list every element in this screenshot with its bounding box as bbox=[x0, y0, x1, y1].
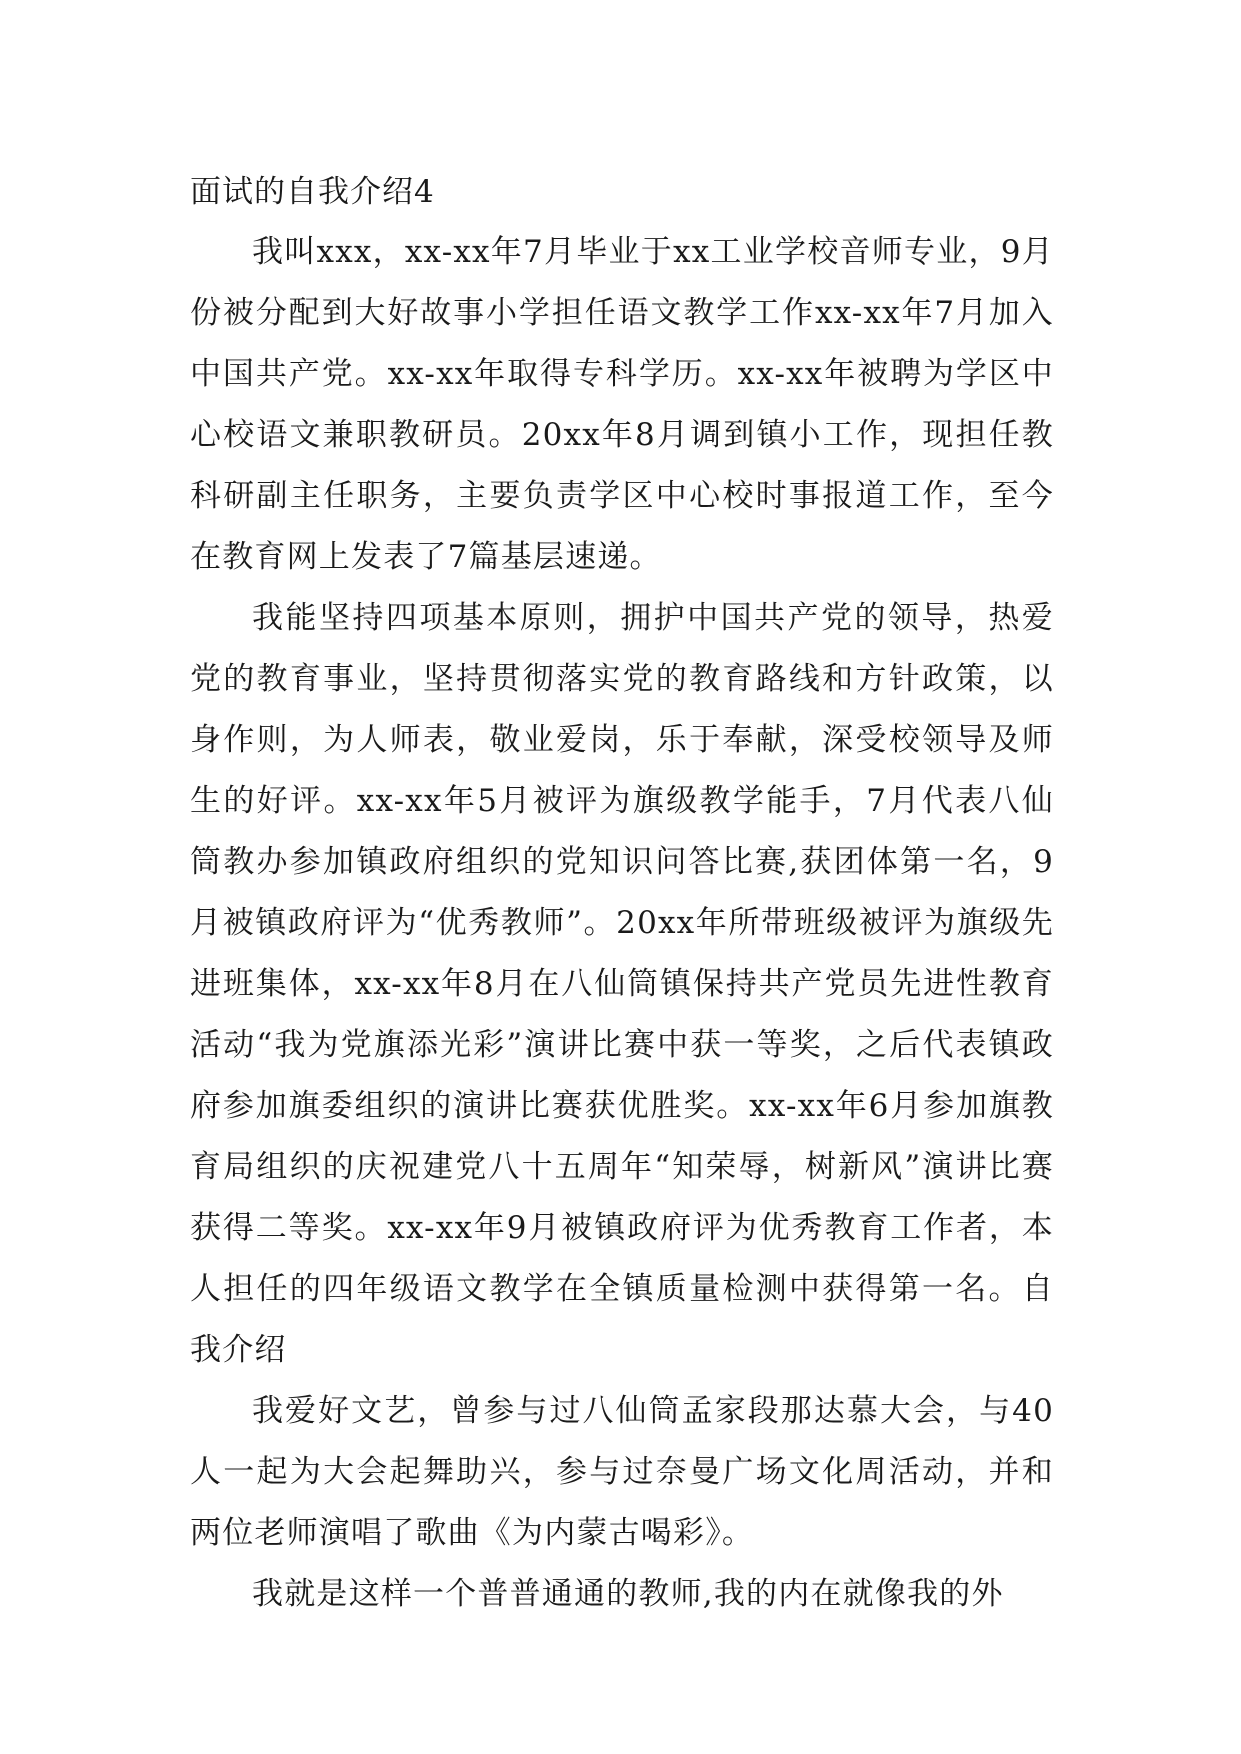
paragraph-closing: 我就是这样一个普普通通的教师,我的内在就像我的外 bbox=[252, 1576, 1004, 1612]
document-title: 面试的自我介绍4 bbox=[190, 174, 435, 210]
paragraph-achievements: 我能坚持四项基本原则，拥护中国共产党的领导，热爱党的教育事业，坚持贯彻落实党的教育路线和方针政策，以身作则，为人师表，敬业爱岗，乐于奉献，深受校领导及师生的好评。xx-xx年5月被评为旗级教学能手，7月代表八仙筒教办参加镇政府组织的党知识问答比赛,获团体第一名，9月被镇政府评为“优秀教师”。20xx年所带班级被评为旗级先进班集体，xx-xx年8月在八仙筒镇保持共产党员先进性教育活动“我为党旗添光彩”演讲比赛中获一等奖，之后代表镇政府参加旗委组织的演讲比赛获优胜奖。xx-xx年6月参加旗教育局组织的庆祝建党八十五周年“知荣辱，树新风”演讲比赛获得二等奖。xx-xx年9月被镇政府评为优秀教育工作者，本人担任的四年级语文教学在全镇质量检测中获得第一名。自我介绍 bbox=[190, 600, 1054, 1368]
paragraph-background: 我叫xxx，xx-xx年7月毕业于xx工业学校音师专业，9月份被分配到大好故事小学担任语文教学工作xx-xx年7月加入中国共产党。xx-xx年取得专科学历。xx-xx年被聘为学区中心校语文兼职教研员。20xx年8月调到镇小工作，现担任教科研副主任职务，主要负责学区中心校时事报道工作，至今在教育网上发表了7篇基层速递。 bbox=[190, 234, 1054, 575]
paragraph-hobbies: 我爱好文艺，曾参与过八仙筒孟家段那达慕大会，与40人一起为大会起舞助兴，参与过奈曼广场文化周活动，并和两位老师演唱了歌曲《为内蒙古喝彩》。 bbox=[190, 1393, 1054, 1551]
document-body bbox=[190, 162, 1054, 1625]
